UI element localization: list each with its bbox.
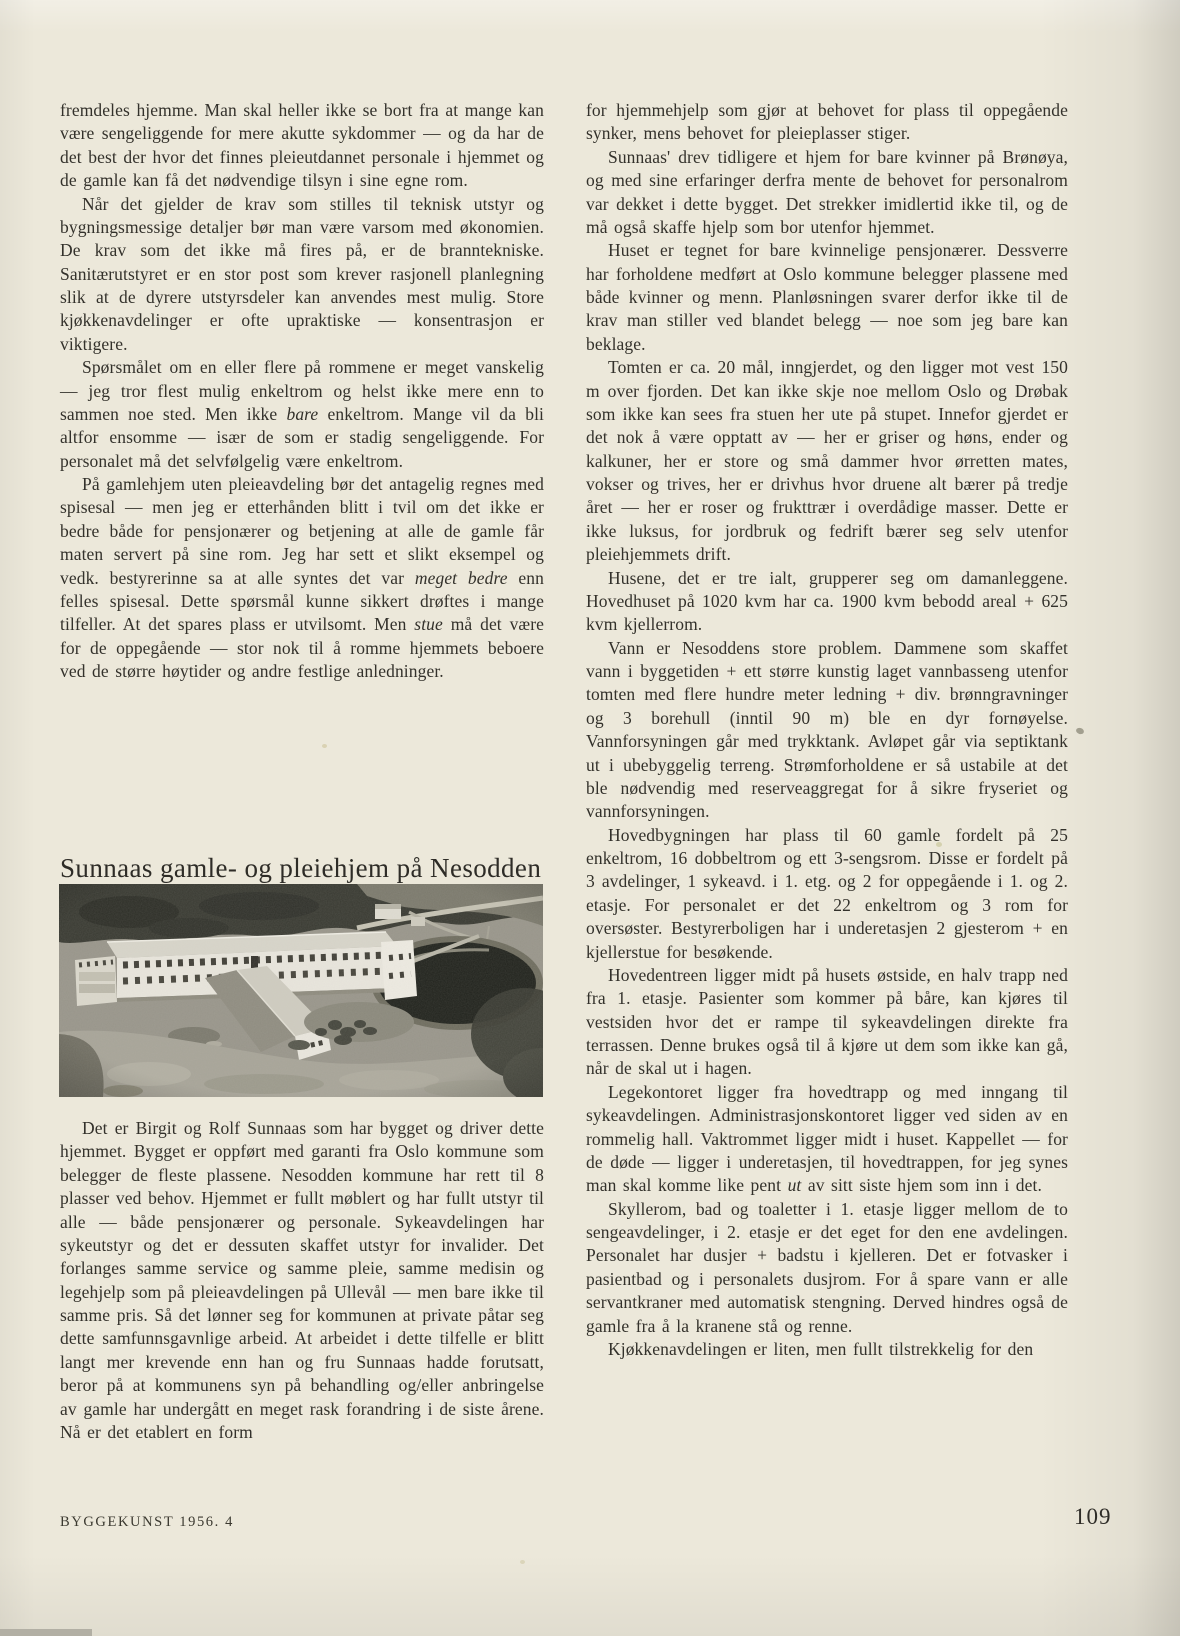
article-heading: Sunnaas gamle- og pleiehjem på Nesodden [60, 853, 542, 884]
paragraph: Hovedentreen ligger midt på husets østside, en halv trapp ned fra 1. etasje. Pasienter som kommer på båre, kan kjøres til vestsiden hvor det er rampe til sykeavdelingen direkte fra terrassen. Denne brukes også til å kjøre ut dem som ikke kan gå, når de skal ut i hagen. [586, 964, 1068, 1079]
paragraph: Kjøkkenavdelingen er liten, men fullt tilstrekkelig for den [608, 1338, 1034, 1359]
paper-speck [322, 744, 327, 748]
photo-vignette [59, 884, 543, 1097]
aerial-photo [59, 884, 543, 1097]
paragraph: Sunnaas' drev tidligere et hjem for bare kvinner på Brønøya, og med sine erfaringer derfra mente de behovet for personalrom var dekket i dette bygget. Det strekker imidlertid ikke til, og de må også skaffe hjelp som bor utenfor hjemmet. [586, 146, 1068, 237]
page-number: 109 [1074, 1504, 1112, 1529]
left-column-bottom-text [60, 1117, 544, 1444]
scan-edge-artifact [0, 1629, 92, 1636]
paragraph: fremdeles hjemme. Man skal heller ikke se bort fra at mange kan være sengeliggende for mere akutte sykdommer — og da har de det best der hvor det finnes pleieutdannet personale i hjemmet og de gamle kan få det nødvendige tilsyn i sine egne rom. [60, 100, 544, 191]
paragraph: Spørsmålet om en eller flere på rommene er meget vanskelig — jeg tror flest mulig enkeltrom og helst ikke mere enn to sammen noe sted. Men ikke bare enkeltrom. Mange vil da bli altfor ensomme — især de som er stadig sengeliggende. For personalet må det selvfølgelig være enkeltrom. [60, 357, 544, 471]
right-column-text [586, 99, 1068, 1361]
journal-footer: BYGGEKUNST 1956. 4 [60, 1514, 234, 1530]
paragraph: Huset er tegnet for bare kvinnelige pensjonærer. Dessverre har forholdene medført at Oslo kommune belegger plassene med både kvinner og menn. Planløsningen svarer derfor ikke til de krav man stiller ved blandet belegg — noe som jeg bare kan beklage. [586, 240, 1068, 354]
paragraph: Det er Birgit og Rolf Sunnaas som har bygget og driver dette hjemmet. Bygget er oppført med garanti fra Oslo kommune som belegger de fleste plassene. Nesodden kommune har rett til 8 plasser ved behov. Hjemmet er fullt møblert og har fullt utstyr til alle — både pensjonærer og personale. Sykeavdelingen har sykeutstyr og det er dessuten skaffet utstyr for invalider. Det forlanges samme service og samme pleie, samme medisin og legehjelp som på pleieavdelingen på Ullevål — men bare ikke til samme pris. Så det lønner seg for kommunen at private påtar seg dette samfunnsgavnlige arbeid. At arbeidet i dette tilfelle er blitt langt mer krevende enn han og fru Sunnaas hadde forutsatt, beror på at kommunens syn på behandling og/eller anbringelse av gamle har undergått en meget rask forandring i de siste årene. Nå er det etablert en form [60, 1118, 544, 1442]
print-speck [1075, 727, 1084, 735]
paragraph: Husene, det er tre ialt, grupperer seg om damanleggene. Hovedhuset på 1020 kvm har ca. 1900 kvm bebodd areal + 625 kvm kjellerrom. [586, 567, 1068, 635]
paragraph: Tomten er ca. 20 mål, inngjerdet, og den ligger mot vest 150 m over fjorden. Det kan ikke skje noe mellom Oslo og Drøbak som ikke kan sees fra stuen her ute på stupet. Innefor gjerdet er det nok å være opptatt av — her er griser og høns, ender og kalkuner, her er store og små dammer hvor ørretten mates, vokser og trives, her er drivhus hvor druene alt bærer på tredje året — her er roser og frukttrær i overdådige masser. Dette er ikke luksus, for jordbruk og fedrift bærer seg selv utenfor pleiehjemmets drift. [586, 357, 1068, 565]
left-column-top-text [60, 99, 544, 683]
paragraph: for hjemmehjelp som gjør at behovet for plass til oppegående synker, mens behovet for pleieplasser stiger. [586, 100, 1068, 144]
paper-speck [936, 842, 942, 847]
paragraph: Legekontoret ligger fra hovedtrapp og med inngang til sykeavdelingen. Administrasjonskontoret ligger ved siden av en rommelig hall. Vaktrommet ligger midt i huset. Kappellet — for de døde — ligger i underetasjen, til hovedtrappen, for jeg synes man skal komme like pent ut av sitt siste hjem som inn i det. [586, 1081, 1068, 1196]
paragraph: På gamlehjem uten pleieavdeling bør det antagelig regnes med spisesal — men jeg er etterhånden blitt i tvil om det ikke er bedre både for pensjonærer og betjening at alle de gamle får maten servert på sine rom. Jeg har sett et slikt eksempel og vedk. bestyrerinne sa at alle syntes det var meget bedre enn felles spisesal. Dette spørsmål kunne sikkert drøftes i mange tilfeller. At det spares plass er utvilsomt. Men stue må det være for de oppegående — stor nok til å romme hjemmets beboere ved de større høytider og andre festlige anledninger. [60, 474, 544, 681]
paragraph: Når det gjelder de krav som stilles til teknisk utstyr og bygningsmessige detaljer bør man være varsom med økonomien. De krav som det ikke må fires på, er de branntekniske. Sanitærutstyret er en stor post som krever rasjonell planlegning slik at de dyrere utstyrsdeler kan anvendes mest mulig. Store kjøkkenavdelinger er ofte upraktiske — konsentrasjon er viktigere. [60, 193, 544, 354]
paper-speck [520, 1560, 525, 1564]
paragraph: Vann er Nesoddens store problem. Dammene som skaffet vann i byggetiden + ett større kunstig laget vannbasseng utenfor tomten med flere hundre meter ledning + div. brønngravninger og 3 borehull (inntil 90 m) ble en dyr fornøyelse. Vannforsyningen går med trykktank. Avløpet går via septiktank ut i ubebyggelig terreng. Strømforholdene er så ustabile at det ble nødvendig med reserveaggregat for å sikre fryseriet og vannforsyningen. [586, 637, 1068, 822]
paragraph: Skyllerom, bad og toaletter i 1. etasje ligger mellom de to sengeavdelinger, i 2. etasje er det eget for den ene avdelingen. Personalet har dusjer + badstu i kjelleren. Det er fotvasker i pasientbad og i personalets dusjrom. For å spare vann er alle servantkraner med automatisk stengning. Derved hindres også de gamle fra å la kranene stå og renne. [586, 1198, 1068, 1336]
paragraph: Hovedbygningen har plass til 60 gamle fordelt på 25 enkeltrom, 16 dobbeltrom og ett 3-sengsrom. Disse er fordelt på 3 avdelinger, 1 sykeavd. i 1. etg. og 2 for oppegående i 1. og 2. etasje. For personalet er det 22 enkeltrom og 3 rom for oversøster. Bestyrerboligen har i underetasjen 2 gjesterom + en kjellerstue for besøkende. [586, 824, 1068, 962]
